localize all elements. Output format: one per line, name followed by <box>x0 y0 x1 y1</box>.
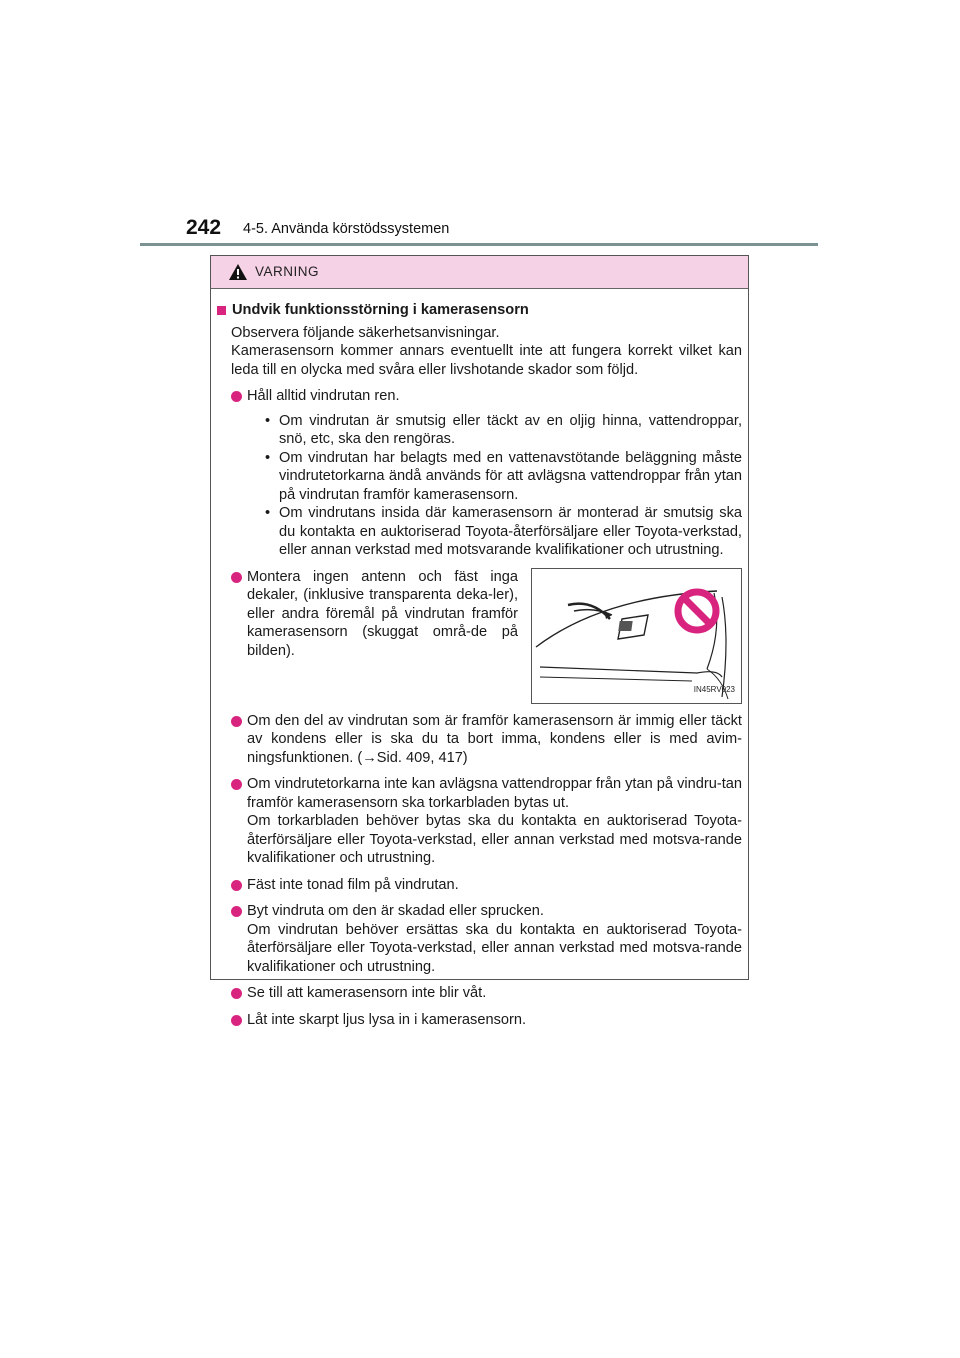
sub-list <box>263 412 742 560</box>
intro-1: Observera följande säkerhetsanvisningar. <box>231 324 500 341</box>
list-item: Om vindrutetorkarna inte kan avlägsna vattendroppar från ytan på vindru-tan framför kamerasensorn ska torkarbladen bytas ut. Om torkarbladen behöver bytas ska du kontakta en auktoriserad Toyota-återförsäljare eller Toyota-verkstad, eller annan verkstad med motsva-rande kvalifikationer och utrustning. <box>231 775 742 868</box>
bullet-dot-icon <box>231 391 242 402</box>
warning-box <box>210 255 749 1028</box>
list-item: Håll alltid vindrutan ren. • Om vindrutan är smutsig eller täckt av en oljig hinna, vattendroppar, snö, etc, ska den rengöras. • Om vindrutan har belagts med en vattenavstötande beläggning måste vindrutetorkarna ändå används för att avlägsna vattendroppar från ytan på vindrutan framför kamerasensorn. • Om vindrutans insida där kamerasensorn är monterad är smutsig ska du kontakta en auktoriserad Toyota-återförsäljare eller Toyota-verkstad, eller annan verkstad med motsvarande kvalifikationer och utrustning. <box>231 387 742 560</box>
list-item: Montera ingen antenn och fäst inga dekaler, (inklusive transparenta deka-ler), eller andra föremål på vindrutan framför kamerasensorn (skuggat områ-de på bilden). <box>231 568 518 704</box>
figure-code: IN45RV023 <box>693 685 735 694</box>
sub-list-item: • Om vindrutans insida där kamerasensorn är monterad är smutsig ska du kontakta en auktoriserad Toyota-återförsäljare eller Toyota-verkstad, eller annan verkstad med motsvarande kvalifikationer och utrustning. <box>263 504 742 560</box>
bullet-dot-icon <box>231 779 242 790</box>
bullet-dot-icon <box>231 572 242 583</box>
windshield-figure <box>531 568 742 704</box>
list-item: Om den del av vindrutan som är framför kamerasensorn är immig eller täckt av kondens eller is ska du ta bort imma, kondens eller is med avim-ningsfunktionen. (→Sid. 409, 417) <box>231 712 742 768</box>
page-number: 242 <box>186 216 222 239</box>
bullet-dot-icon <box>231 1015 242 1026</box>
list-item: Fäst inte tonad film på vindrutan. <box>231 876 742 895</box>
list-item: Byt vindruta om den är skadad eller sprucken. Om vindrutan behöver ersättas ska du kontakta en auktoriserad Toyota-återförsäljare eller Toyota-verkstad, eller annan verkstad med motsva-rande kvalifikationer och utrustning. <box>231 902 742 976</box>
header-rule <box>140 243 818 246</box>
list-item: Låt inte skarpt ljus lysa in i kamerasensorn. <box>231 1011 742 1030</box>
sub-list-item: • Om vindrutan är smutsig eller täckt av en oljig hinna, vattendroppar, snö, etc, ska den rengöras. <box>263 412 742 449</box>
warning-header <box>211 256 748 289</box>
square-bullet-icon <box>217 306 226 315</box>
warning-heading: Undvik funktionsstörning i kamerasensorn <box>217 301 742 320</box>
warning-triangle-icon <box>228 263 248 281</box>
bullet-dot-icon <box>231 906 242 917</box>
warning-body <box>211 289 748 1029</box>
bullet-dot-icon <box>231 988 242 999</box>
bullet-dot-icon <box>231 880 242 891</box>
sub-list-item: • Om vindrutan har belagts med en vattenavstötande beläggning måste vindrutetorkarna ändå används för att avlägsna vattendroppar från ytan på vindrutan framför kamerasensorn. <box>263 449 742 505</box>
bullet-dot-icon <box>231 716 242 727</box>
warning-label: VARNING <box>255 264 320 279</box>
list-item: Se till att kamerasensorn inte blir våt. <box>231 984 742 1003</box>
intro-2: Kamerasensorn kommer annars eventuellt inte att fungera korrekt vilket kan leda till en olycka med svåra eller livshotande skador som följd. <box>231 343 742 378</box>
section-title: 4-5. Använda körstödssystemen <box>243 221 450 237</box>
